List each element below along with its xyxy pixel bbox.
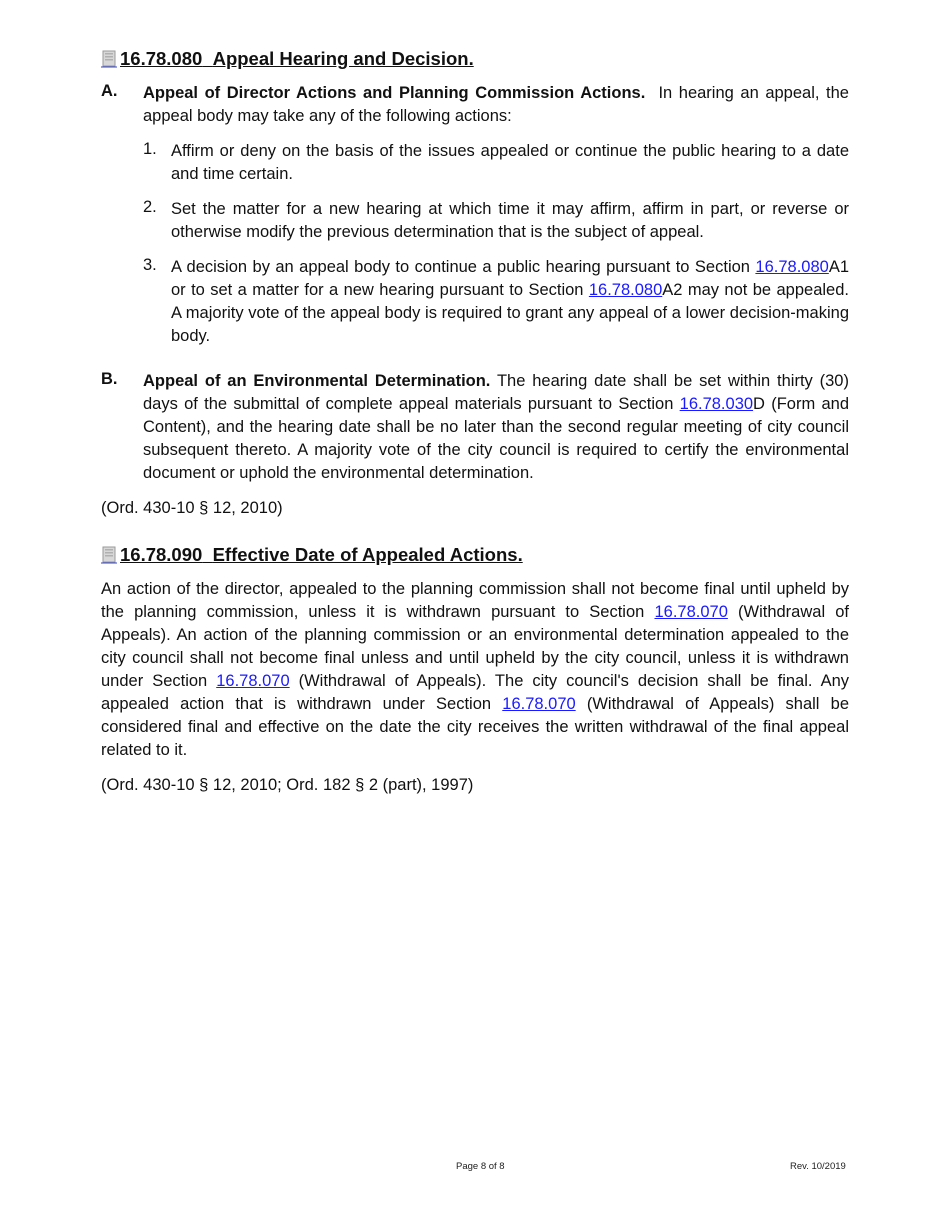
bookmark-icon[interactable] (101, 546, 117, 564)
subsection-a-intro: Appeal of Director Actions and Planning Commission Actions. In hearing an appeal, the appeal body may take any of the following actions: (143, 84, 849, 125)
section-heading-16-78-080 (101, 48, 849, 70)
ordinance-citation: (Ord. 430-10 § 12, 2010) (101, 499, 283, 517)
subsection-b: B. Appeal of an Environmental Determination. The hearing date shall be set within thirty (30) days of the submittal of complete appeal materials pursuant to Section 16.78.030D (Form and Content), and the hearing date shall be no later than the second regular meeting of city council subsequent thereto. A majority vote of the city council is required to certify the environmental document or uphold the environmental determination. (101, 370, 849, 485)
list-item: 3. A decision by an appeal body to continue a public hearing pursuant to Section 16.78.080A1 or to set a matter for a new hearing pursuant to Section 16.78.080A2 may not be appealed. A majority vote of the appeal body is required to grant any appeal of a lower decision-making body. (143, 256, 849, 345)
section-heading-16-78-090 (101, 544, 849, 566)
section-number: 16.78.080 (120, 48, 203, 69)
subsection-heading: Appeal of Director Actions and Planning Commission Actions. (143, 84, 646, 102)
section-link[interactable]: 16.78.070 (216, 672, 290, 690)
revision-date: Rev. 10/2019 (790, 1161, 846, 1172)
subsection-heading: Appeal of an Environmental Determination. (143, 372, 491, 390)
action-list (143, 140, 849, 348)
section-link[interactable]: 16.78.070 (502, 695, 576, 713)
list-item: 2. Set the matter for a new hearing at which time it may affirm, affirm in part, or reverse or otherwise modify the previous determination that is the subject of appeal. (143, 198, 849, 241)
page-number: Page 8 of 8 (456, 1161, 505, 1172)
subsection-label: B. (101, 370, 118, 388)
document-page (101, 48, 849, 797)
bookmark-icon[interactable] (101, 50, 117, 68)
section-title: Effective Date of Appealed Actions. (212, 544, 523, 565)
section-link[interactable]: 16.78.080 (755, 258, 829, 276)
subsection-a (101, 82, 849, 348)
subsection-label: A. (101, 82, 118, 100)
section-body: An action of the director, appealed to the planning commission shall not become final until upheld by the planning commission, unless it is withdrawn pursuant to Section 16.78.070 (Withdrawal of Appeals). An action of the planning commission or an environmental determination appealed to the city council shall not become final unless and until upheld by the city council, unless it is withdrawn under Section 16.78.070 (Withdrawal of Appeals). The city council's decision shall be final. Any appealed action that is withdrawn under Section 16.78.070 (Withdrawal of Appeals) shall be considered final and effective on the date the city receives the written withdrawal of the final appeal related to it. (101, 580, 850, 759)
section-title: Appeal Hearing and Decision. (212, 48, 474, 69)
section-link[interactable]: 16.78.070 (654, 603, 728, 621)
section-number: 16.78.090 (120, 544, 203, 565)
section-link[interactable]: 16.78.030 (679, 395, 754, 413)
section-link[interactable]: 16.78.080 (588, 281, 663, 299)
ordinance-citation: (Ord. 430-10 § 12, 2010; Ord. 182 § 2 (part), 1997) (101, 776, 474, 794)
list-item: 1. Affirm or deny on the basis of the issues appealed or continue the public hearing to a date and time certain. (143, 140, 849, 183)
